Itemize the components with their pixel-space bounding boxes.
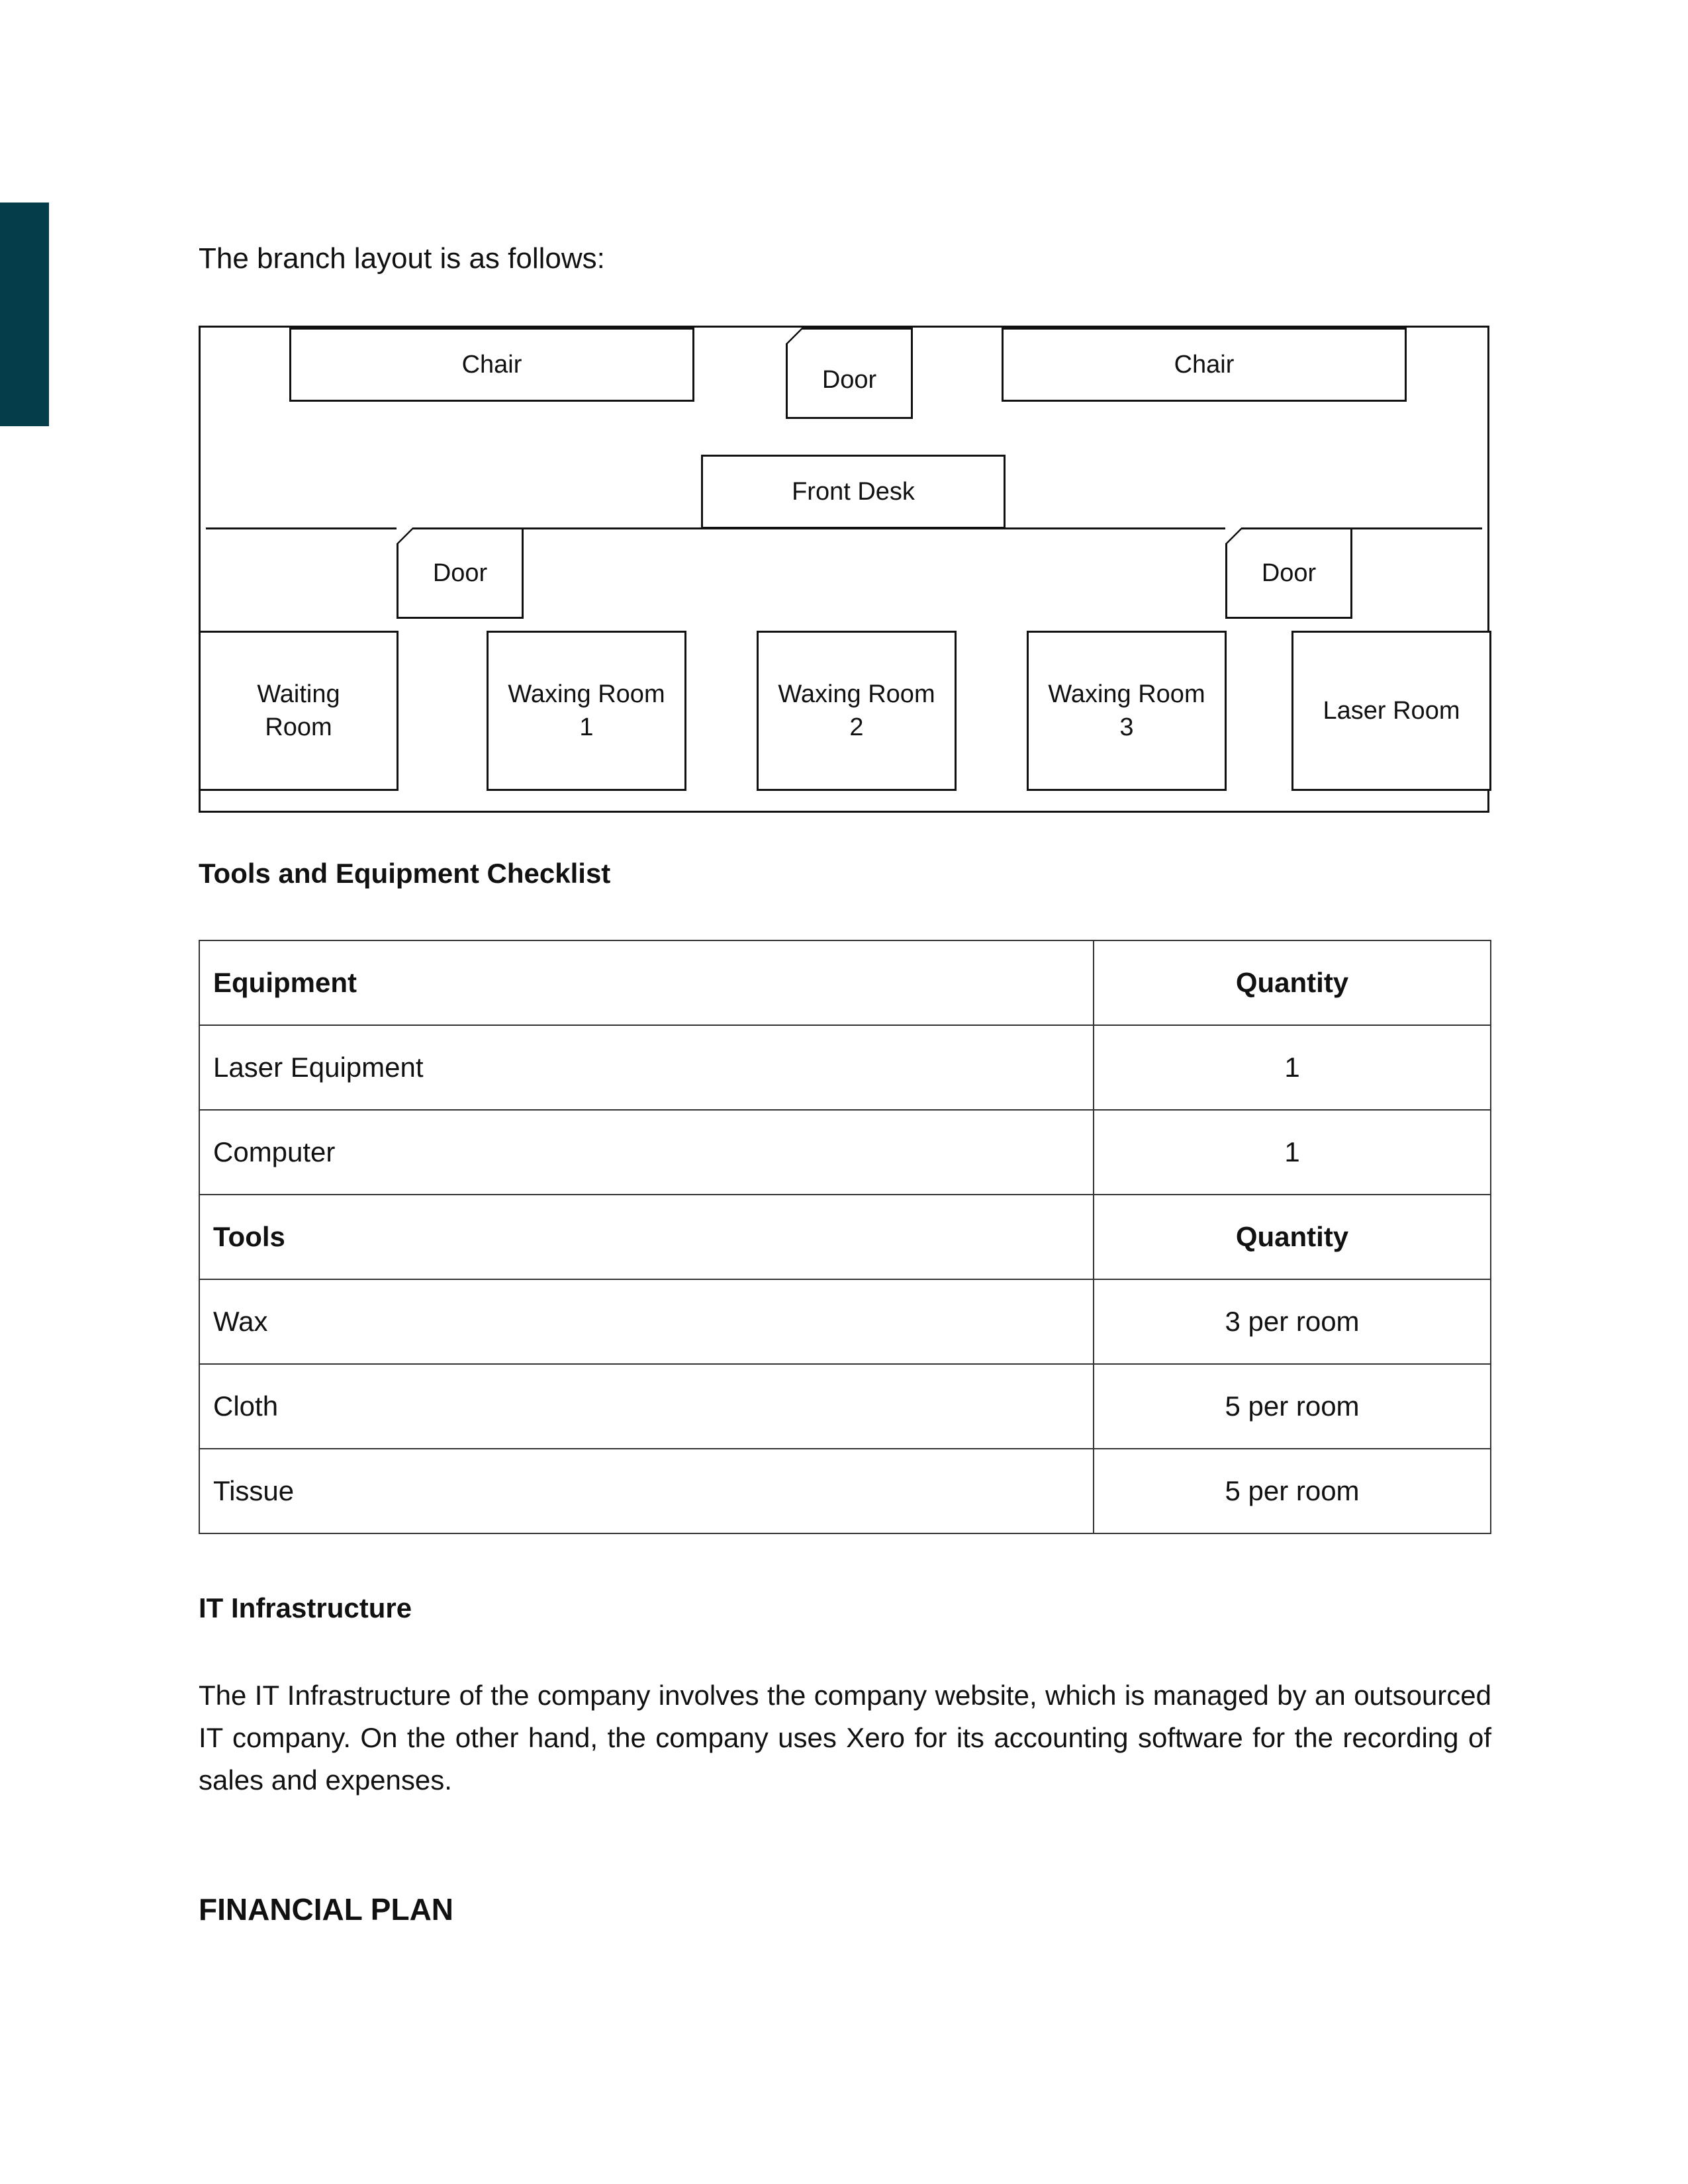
table-cell-name: Wax xyxy=(199,1279,1094,1364)
table-cell-name: Tissue xyxy=(199,1449,1094,1533)
laser-room: Laser Room xyxy=(1291,631,1491,791)
front-desk: Front Desk xyxy=(701,455,1006,529)
table-cell-qty: 1 xyxy=(1094,1025,1491,1110)
waxing-room-2: Waxing Room 2 xyxy=(757,631,957,791)
table-row xyxy=(199,1110,1491,1195)
branch-floor-plan xyxy=(199,326,1489,813)
checklist-heading: Tools and Equipment Checklist xyxy=(199,858,611,889)
door-left: Door xyxy=(397,527,524,619)
door-top: Door xyxy=(786,328,913,419)
table-cell-name: Tools xyxy=(199,1195,1094,1279)
table-cell-name: Computer xyxy=(199,1110,1094,1195)
layout-intro-text: The branch layout is as follows: xyxy=(199,242,605,275)
table-cell-name: Equipment xyxy=(199,940,1094,1025)
table-cell-name: Laser Equipment xyxy=(199,1025,1094,1110)
table-cell-qty: 3 per room xyxy=(1094,1279,1491,1364)
financial-plan-heading: FINANCIAL PLAN xyxy=(199,1892,454,1927)
table-row xyxy=(199,1364,1491,1449)
chair-left: Chair xyxy=(289,328,694,402)
table-cell-qty: 5 per room xyxy=(1094,1364,1491,1449)
table-row xyxy=(199,1449,1491,1533)
waxing-room-1: Waxing Room 1 xyxy=(487,631,686,791)
waxing-room-3: Waxing Room 3 xyxy=(1027,631,1227,791)
table-cell-name: Cloth xyxy=(199,1364,1094,1449)
table-cell-qty: 5 per room xyxy=(1094,1449,1491,1533)
equipment-checklist-table xyxy=(199,940,1491,1534)
it-infrastructure-paragraph: The IT Infrastructure of the company involves the company website, which is managed by an outsourced IT company. On the other hand, the company uses Xero for its accounting software for the recording of sales and expenses. xyxy=(199,1680,1491,1796)
door-right: Door xyxy=(1225,527,1352,619)
table-row xyxy=(199,940,1491,1025)
side-accent-bar xyxy=(0,203,49,426)
table-row xyxy=(199,1025,1491,1110)
table-cell-qty: Quantity xyxy=(1094,940,1491,1025)
table-row xyxy=(199,1195,1491,1279)
it-infrastructure-heading: IT Infrastructure xyxy=(199,1592,412,1623)
waiting-room: Waiting Room xyxy=(199,631,399,791)
table-cell-qty: 1 xyxy=(1094,1110,1491,1195)
table-cell-qty: Quantity xyxy=(1094,1195,1491,1279)
table-row xyxy=(199,1279,1491,1364)
chair-right: Chair xyxy=(1002,328,1407,402)
